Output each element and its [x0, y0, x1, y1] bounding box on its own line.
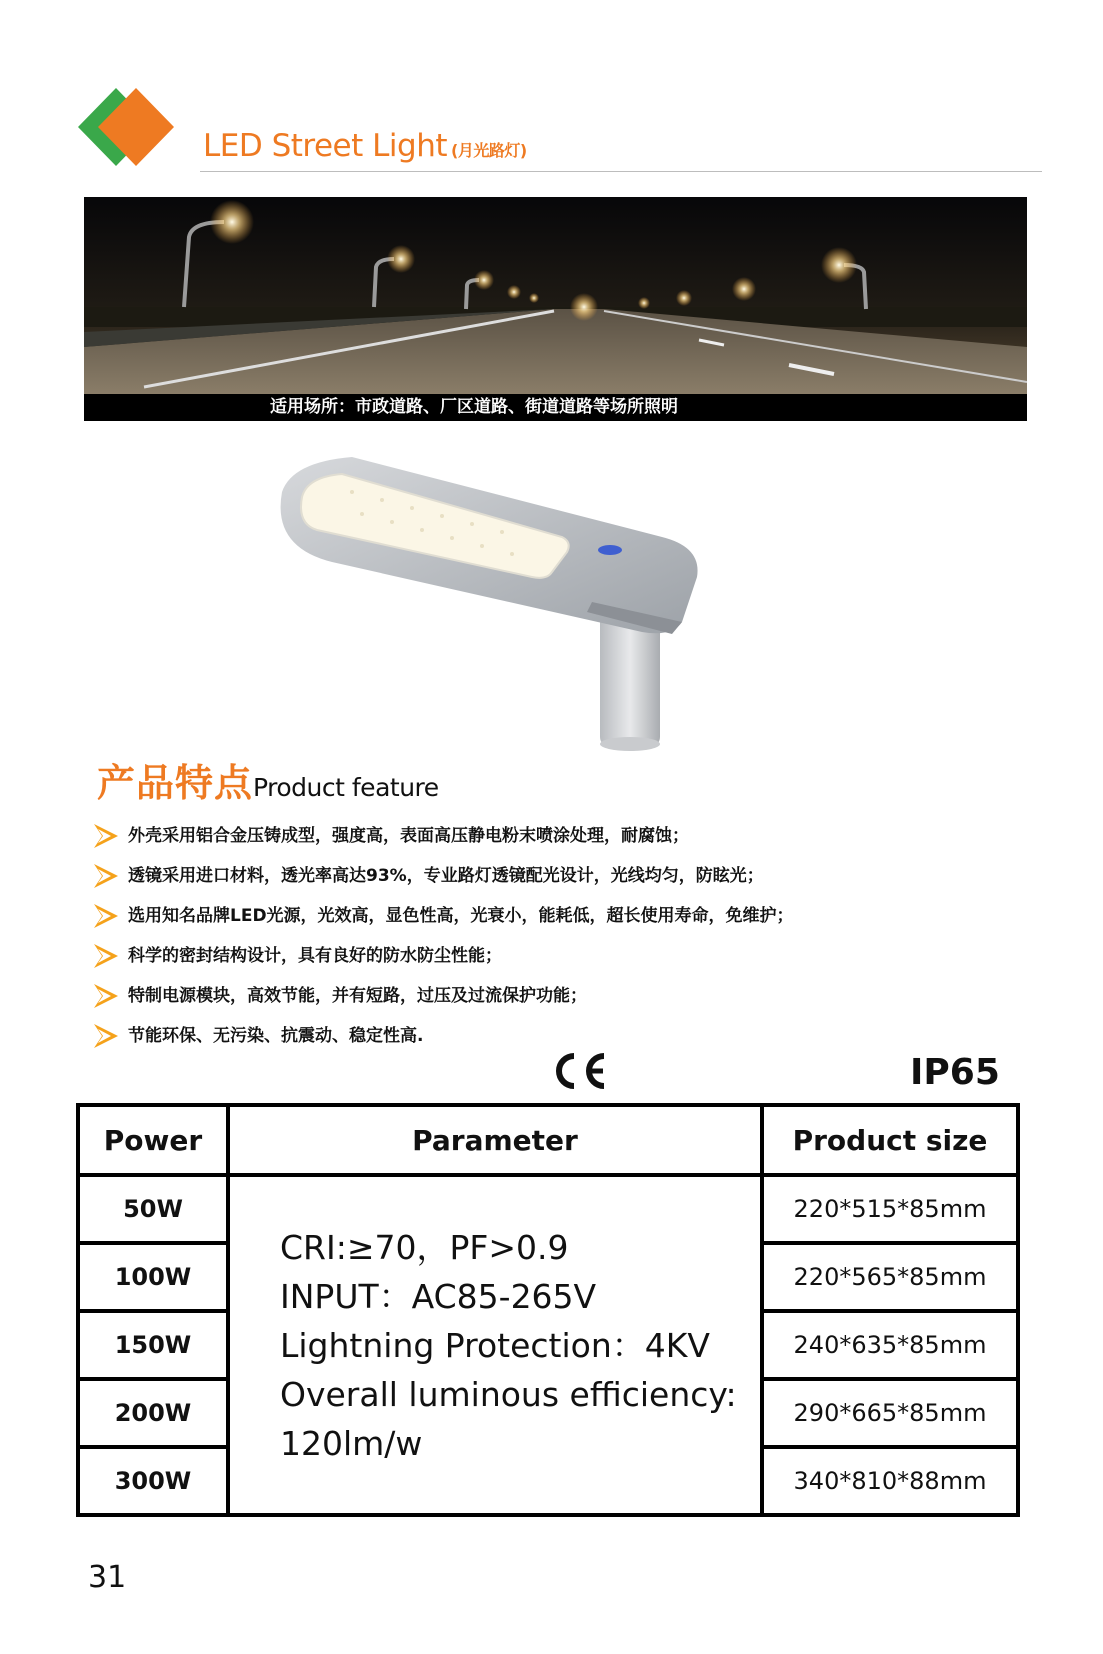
header-subtitle: (月光路灯)	[451, 141, 527, 160]
power-cell: 150W	[78, 1311, 228, 1379]
street-light-product-image	[262, 452, 732, 752]
header-divider	[200, 171, 1042, 172]
feature-item	[92, 1019, 794, 1059]
power-cell: 50W	[78, 1175, 228, 1243]
night-road-photo	[84, 197, 1027, 394]
feature-item	[92, 859, 794, 899]
page-number: 31	[88, 1560, 127, 1595]
arrow-bullet-icon	[92, 822, 120, 850]
size-cell: 220*515*85mm	[762, 1175, 1018, 1243]
feature-text: 外壳采用铝合金压铸成型，强度高，表面高压静电粉末喷涂处理，耐腐蚀；	[128, 826, 689, 846]
size-cell: 240*635*85mm	[762, 1311, 1018, 1379]
size-cell: 290*665*85mm	[762, 1379, 1018, 1447]
company-logo	[78, 88, 174, 166]
header-title-text: LED Street Light	[203, 128, 447, 164]
col-header-power: Power	[78, 1105, 228, 1175]
spec-table	[76, 1103, 1020, 1517]
feature-text: 节能环保、无污染、抗震动、稳定性高.	[128, 1026, 424, 1046]
arrow-bullet-icon	[92, 1022, 120, 1050]
parameter-cell	[228, 1175, 762, 1515]
arrow-bullet-icon	[92, 902, 120, 930]
product-feature-heading	[97, 752, 439, 807]
arrow-bullet-icon	[92, 862, 120, 890]
ce-mark-icon	[548, 1050, 608, 1092]
size-cell: 340*810*88mm	[762, 1447, 1018, 1515]
table-header-row	[78, 1105, 1018, 1175]
col-header-size: Product size	[762, 1105, 1018, 1175]
feature-heading-cn: 产品特点	[97, 761, 254, 805]
feature-text: 特制电源模块，高效节能，并有短路，过压及过流保护功能；	[128, 986, 587, 1006]
arrow-bullet-icon	[92, 982, 120, 1010]
feature-text: 科学的密封结构设计，具有良好的防水防尘性能；	[128, 946, 502, 966]
parameter-line: Overall luminous efficiency:	[280, 1374, 737, 1414]
feature-text: 选用知名品牌LED光源，光效高，显色性高，光衰小，能耗低，超长使用寿命，免维护；	[128, 906, 794, 926]
power-cell: 300W	[78, 1447, 228, 1515]
power-cell: 100W	[78, 1243, 228, 1311]
power-cell: 200W	[78, 1379, 228, 1447]
size-cell: 220*565*85mm	[762, 1243, 1018, 1311]
feature-item	[92, 939, 794, 979]
table-row	[78, 1175, 1018, 1243]
header-title	[203, 128, 527, 164]
night-road-banner	[84, 197, 1027, 421]
parameter-line: INPUT：AC85-265V	[280, 1276, 597, 1316]
ip-rating: IP65	[910, 1052, 1000, 1093]
feature-text: 透镜采用进口材料，透光率高达93%，专业路灯透镜配光设计，光线均匀，防眩光；	[128, 866, 764, 886]
arrow-bullet-icon	[92, 942, 120, 970]
feature-heading-en: Product feature	[253, 773, 439, 802]
col-header-parameter: Parameter	[228, 1105, 762, 1175]
feature-item	[92, 899, 794, 939]
feature-item	[92, 819, 794, 859]
parameter-line: Lightning Protection：4KV	[280, 1325, 710, 1365]
parameter-line: CRI:≥70，PF>0.9	[280, 1227, 569, 1267]
feature-item	[92, 979, 794, 1019]
parameter-line: 120lm/w	[280, 1423, 423, 1463]
banner-caption: 适用场所：市政道路、厂区道路、街道道路等场所照明	[84, 394, 1027, 421]
feature-list	[92, 819, 794, 1059]
